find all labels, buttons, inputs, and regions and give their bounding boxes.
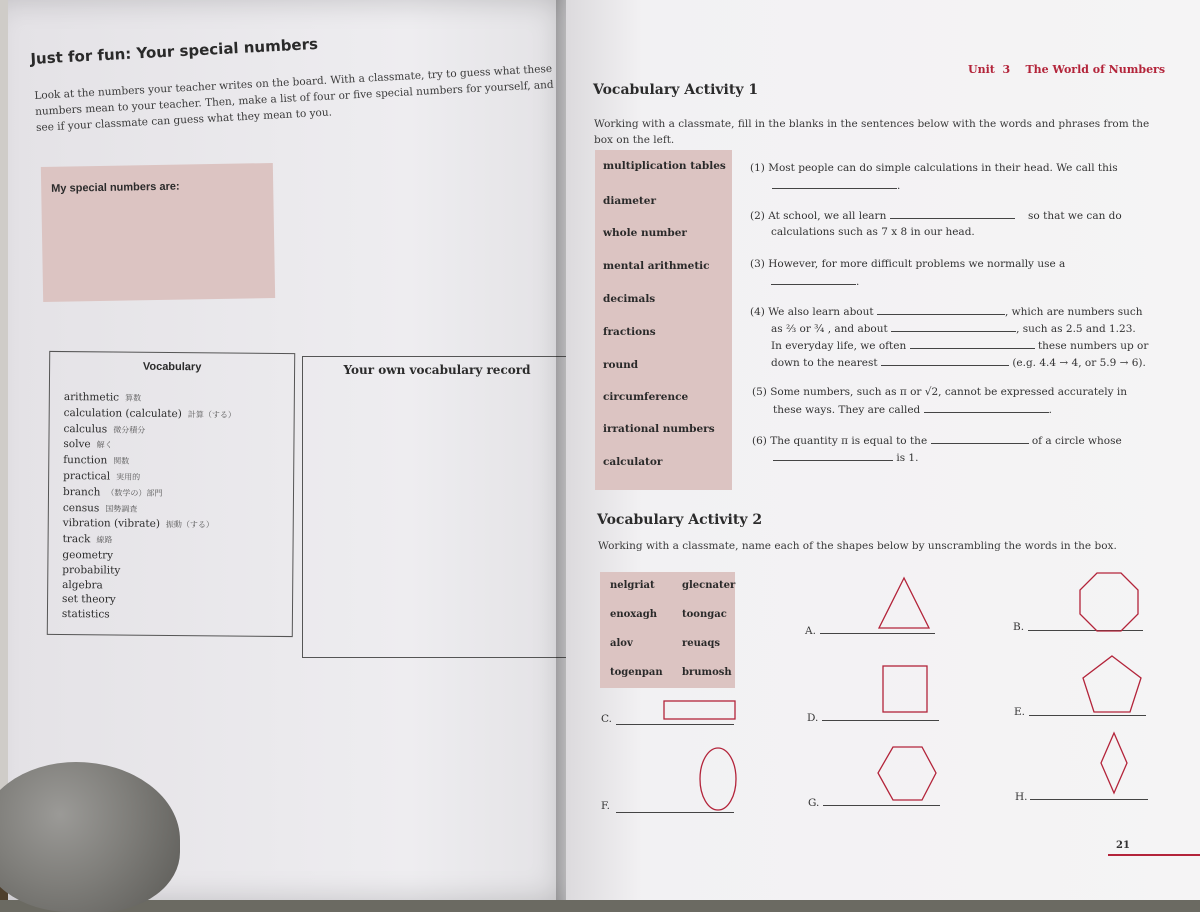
word-box: [595, 150, 732, 490]
sentence-4-line4: down to the nearest (e.g. 4.4 → 4, or 5.9 → 6).: [771, 354, 1146, 372]
sentence-6-line2: is 1.: [773, 449, 918, 467]
page-number-rule: [1108, 854, 1200, 856]
octagon-shape: [1080, 573, 1138, 631]
square-shape: [883, 666, 927, 712]
vocabulary-title: Vocabulary: [142, 360, 202, 374]
vocabulary-record-box: [302, 356, 571, 658]
vocab-item: arithmetic 算数: [63, 391, 142, 404]
triangle-shape: [879, 578, 929, 628]
word-box-item: irrational numbers: [603, 423, 715, 435]
activity-2-title: Vocabulary Activity 2: [597, 512, 763, 528]
vocab-item: function 関数: [63, 454, 130, 467]
vocab-item: calculus 微分積分: [63, 422, 146, 436]
shape-label-a: A.: [805, 625, 816, 637]
word-box-item: diameter: [603, 195, 656, 207]
shapes-figure: [600, 570, 1160, 830]
sentence-5: (5) Some numbers, such as π or √2, cannot be expressed accurately in: [752, 386, 1128, 398]
fun-section-instructions: Look at the numbers your teacher writes on the board. With a classmate, try to guess what these numbers mean to your teacher. Then, make a list of four or five special numbers for yourself, and see if your classmate can guess what they mean to you.: [34, 62, 554, 134]
activity-2-instructions: Working with a classmate, name each of the shapes below by unscrambling the words in the box.: [598, 540, 1117, 552]
sentence-1: (1) Most people can do simple calculations in their head. We call this: [750, 162, 1118, 174]
sentence-3-blank: .: [771, 273, 859, 291]
word-box-item: whole number: [603, 227, 687, 239]
rhombus-shape: [1101, 733, 1127, 793]
special-numbers-box: [41, 163, 275, 302]
scrambled-word: nelgriat: [610, 580, 655, 591]
vocab-item: calculation (calculate) 計算（する）: [63, 406, 236, 420]
shape-label-c: C.: [601, 713, 612, 725]
scrambled-word: togenpan: [610, 667, 663, 678]
vocab-item: algebra: [62, 578, 103, 591]
vocab-item: census 国勢調査: [62, 501, 138, 514]
shape-label-g: G.: [808, 797, 820, 809]
page-number: 21: [1116, 840, 1130, 851]
scrambled-word: alov: [610, 638, 633, 649]
sentence-2: (2) At school, we all learn so that we can do: [750, 207, 1122, 225]
sentence-4-line2: as ⅔ or ¾ , and about , such as 2.5 and 1.23.: [771, 320, 1136, 338]
vocabulary-record-title: Your own vocabulary record: [343, 363, 531, 377]
word-box-item: round: [603, 359, 639, 371]
word-box-item: mental arithmetic: [603, 260, 710, 272]
vocabulary-list: [62, 390, 236, 623]
sentence-5-line2: these ways. They are called .: [773, 401, 1052, 419]
hexagon-shape: [878, 747, 936, 800]
special-numbers-label: My special numbers are:: [51, 180, 180, 195]
sentence-4-line3: In everyday life, we often these numbers up or: [771, 337, 1148, 355]
sentence-4: (4) We also learn about , which are numbers such: [750, 303, 1143, 321]
scrambled-word: glecnater: [682, 580, 736, 591]
scrambled-word: toongac: [682, 609, 727, 620]
vocab-item: probability: [62, 563, 121, 577]
scrambled-word: brumosh: [682, 667, 732, 678]
rectangle-shape: [664, 701, 735, 719]
sentence-2-cont: calculations such as 7 x 8 in our head.: [771, 226, 975, 238]
shape-label-f: F.: [601, 800, 610, 812]
unit-header: Unit 3 The World of Numbers: [968, 63, 1166, 76]
vocabulary-box: [47, 351, 295, 637]
shape-label-b: B.: [1013, 621, 1025, 633]
vocab-item: practical 実用的: [63, 470, 141, 483]
word-box-item: circumference: [603, 391, 689, 403]
sentence-6: (6) The quantity π is equal to the of a circle whose: [752, 432, 1122, 450]
activity-1-title: Vocabulary Activity 1: [593, 82, 759, 98]
sentence-1-blank: .: [772, 177, 900, 195]
fun-section-title: Just for fun: Your special numbers: [30, 34, 319, 68]
oval-shape: [700, 748, 736, 810]
word-box-item: calculator: [603, 456, 663, 468]
vocab-item: track 線路: [62, 533, 113, 546]
word-box-item: fractions: [603, 326, 656, 338]
vocab-item: vibration (vibrate) 振動（する）: [62, 517, 214, 531]
word-box-item: decimals: [603, 293, 656, 305]
vocab-item: set theory: [62, 593, 116, 606]
vocab-item: branch （数学の）部門: [62, 485, 163, 499]
scrambled-word: enoxagh: [610, 609, 658, 620]
vocab-item: geometry: [62, 549, 114, 562]
pentagon-shape: [1083, 656, 1141, 712]
vocab-item: statistics: [61, 608, 110, 621]
word-box-item: multiplication tables: [603, 160, 726, 172]
sentence-3: (3) However, for more difficult problems we normally use a: [750, 258, 1066, 270]
shape-label-d: D.: [807, 712, 819, 724]
scrambled-word: reuaqs: [682, 638, 721, 649]
shape-label-h: H.: [1015, 791, 1028, 803]
activity-1-instructions: Working with a classmate, fill in the blanks in the sentences below with the words and phrases from the box on the left.: [594, 118, 1150, 146]
shape-label-e: E.: [1014, 706, 1026, 718]
vocab-item: solve 解く: [63, 438, 113, 451]
